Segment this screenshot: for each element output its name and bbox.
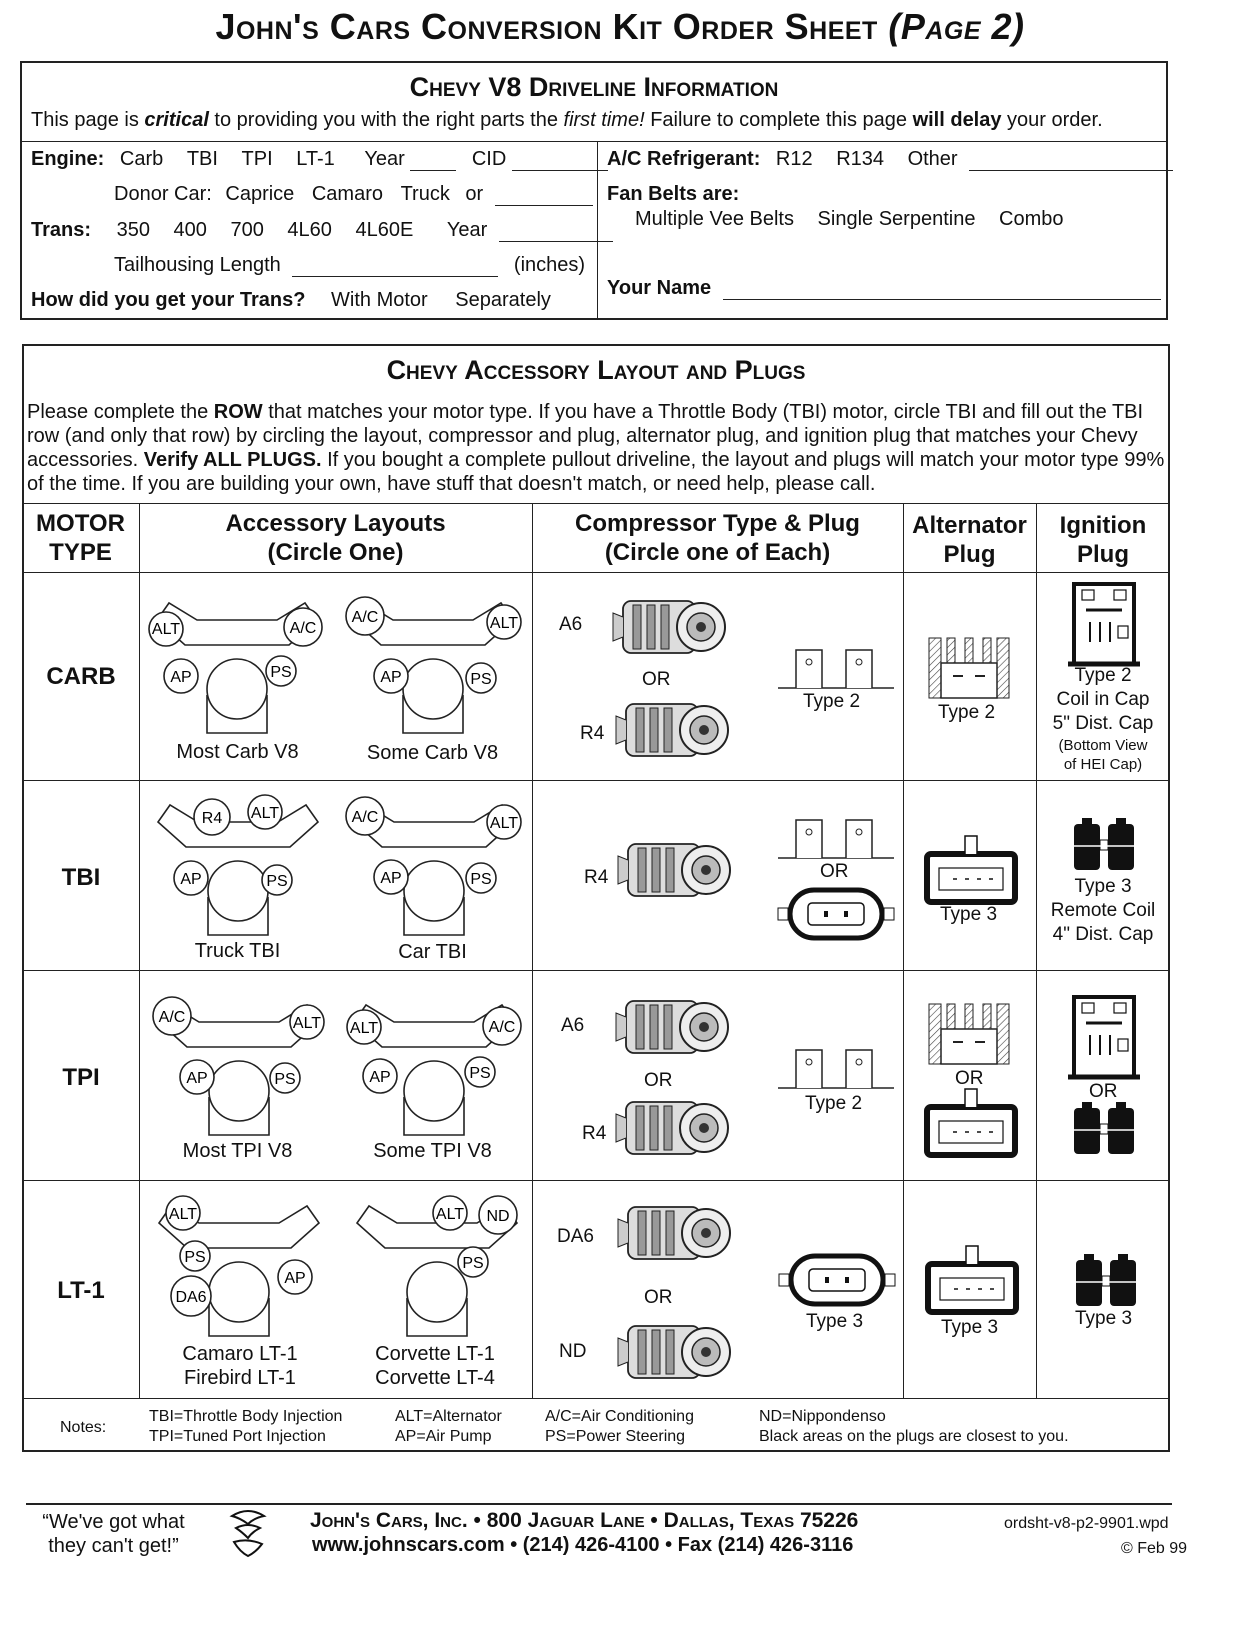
badge-ap: AP [380,870,402,887]
donor-label: Donor Car: [114,183,212,205]
trans-opt-700[interactable]: 700 [230,219,264,241]
label-ign-carb [1036,664,1170,774]
intro-text: that matches your motor type. If you have a Throttle Body (TBI) motor, circle TBI and fill out the TBI row (and only that row) by circling the layout, compressor and plug, alternator plug, and ignition plug that matches your Chevy accessories. [27,401,1144,471]
donor-opt-truck[interactable]: Truck [400,183,450,205]
label-or-lt1: OR [644,1287,673,1308]
label-or-tbi: OR [820,861,849,882]
driveline-title: Chevy V8 Driveline Information [409,72,779,102]
trans-opt-400[interactable]: 400 [173,219,207,241]
label-alt-or-tpi: OR [955,1068,984,1089]
caption-most-carb: Most Carb V8 [176,741,299,763]
badge-ps: PS [462,1255,484,1272]
header-line: MOTOR [36,510,125,537]
badge-alt: ALT [168,1206,198,1223]
motor-lt1[interactable]: LT-1 [57,1277,105,1304]
notes-label: Notes: [60,1419,107,1436]
badge-alt: ALT [292,1015,322,1032]
engine-opt-tbi[interactable]: TBI [186,148,218,170]
how-label: How did you get your Trans? [31,289,306,311]
intro-text: your order. [1001,109,1103,131]
intro-text: Failure to complete this page [644,109,913,131]
label-alt-lt1: Type 3 [941,1317,999,1338]
badge-alt: ALT [489,815,519,832]
badge-ps: PS [270,664,292,681]
caption-line: Corvette LT-1 [375,1343,495,1365]
badge-ap: AP [284,1270,306,1287]
header-line: Accessory Layouts [225,510,446,537]
footer-contact: www.johnscars.com • (214) 426-4100 • Fax (214) 426-3116 [312,1534,854,1556]
badge-nd: ND [486,1208,510,1225]
label-nd-lt1: ND [559,1341,587,1362]
badge-ac: A/C [158,1009,186,1026]
motor-carb[interactable]: CARB [46,663,116,690]
caption-line: Firebird LT-1 [184,1367,296,1389]
header-line: TYPE [49,539,112,566]
cid-label: CID [471,148,507,170]
label-r4-tbi: R4 [584,867,609,888]
badge-da6: DA6 [175,1289,207,1306]
badge-ac: A/C [351,609,379,626]
label-or-tpi: OR [644,1070,673,1091]
header-line: Ignition [1059,512,1147,539]
caption-camaro-lt1 [150,1342,330,1390]
ac-opt-r134[interactable]: R134 [836,148,884,170]
header-line: Plug [943,541,996,568]
badge-ap: AP [369,1069,391,1086]
caption-line: Camaro LT-1 [182,1343,298,1365]
label-ign-tbi [1036,875,1170,947]
badge-alt: ALT [435,1206,465,1223]
badge-alt: ALT [151,621,181,638]
intro-text: If you bought a complete pullout driveline, the layout and plugs will match your motor type 99% of the time. If you are building your own, have stuff that doesn't match, or need help, please call. [27,449,1165,495]
trans-year-label: Year [446,219,488,241]
fan-opt-vee[interactable]: Multiple Vee Belts [635,208,794,230]
how-opt-with-motor[interactable]: With Motor [331,289,428,311]
motor-tbi[interactable]: TBI [61,864,101,891]
trans-opt-4l60[interactable]: 4L60 [287,219,332,241]
label-plug-carb: Type 2 [803,691,861,712]
trans-opt-350[interactable]: 350 [116,219,150,241]
fan-opt-serpentine[interactable]: Single Serpentine [817,208,976,230]
footer-rule [26,1503,1172,1505]
engine-opt-lt1[interactable]: LT-1 [296,148,335,170]
fan-opt-combo[interactable]: Combo [999,208,1064,230]
donor-opt-or: or [465,183,484,205]
engine-opt-tpi[interactable]: TPI [241,148,273,170]
notes-col-2 [395,1407,502,1447]
badge-ap: AP [380,669,402,686]
note-line: TBI=Throttle Body Injection [149,1408,343,1425]
label-plug-tpi: Type 2 [805,1093,863,1114]
ac-opt-r12[interactable]: R12 [775,148,813,170]
badge-ps: PS [266,873,288,890]
intro-verify: Verify ALL PLUGS. [143,449,322,471]
intro-text: This page is [31,109,145,131]
engine-year-label: Year [364,148,405,170]
caption-some-tpi: Some TPI V8 [373,1140,492,1162]
label-plug-lt1: Type 3 [806,1311,864,1332]
header-line: Plug [1077,541,1129,568]
intro-text: to providing you with the right parts the [208,109,564,131]
accessory-title: Chevy Accessory Layout and Plugs [386,355,806,385]
badge-alt: ALT [349,1020,379,1037]
badge-ac: A/C [488,1019,516,1036]
label-r4-tpi: R4 [582,1123,607,1144]
intro-text: Please complete the [27,401,214,423]
caption-corvette-lt1 [345,1342,525,1390]
donor-opt-caprice[interactable]: Caprice [225,183,295,205]
caption-some-carb: Some Carb V8 [366,742,499,764]
donor-opt-camaro[interactable]: Camaro [311,183,383,205]
badge-alt: ALT [489,615,519,632]
label-da6-lt1: DA6 [557,1226,594,1247]
header-line: (Circle One) [267,539,404,566]
slogan-line: “We've got what [42,1511,185,1533]
ign-line: of HEI Cap) [1063,756,1143,773]
badge-ac: A/C [351,809,379,826]
tail-unit: (inches) [513,254,586,276]
badge-ps: PS [469,1065,491,1082]
badge-ap: AP [186,1070,208,1087]
intro-will-delay: will delay [912,109,1002,131]
title-main: John's Cars Conversion Kit Order Sheet [215,6,878,47]
label-ign-lt1: Type 3 [1075,1308,1133,1329]
note-line: ND=Nippondenso [759,1408,886,1425]
caption-most-tpi: Most TPI V8 [182,1140,293,1162]
ign-line: 4" Dist. Cap [1052,924,1154,945]
label-or-carb: OR [642,669,671,690]
engine-opt-carb[interactable]: Carb [119,148,164,170]
jaguar-logo-icon [226,1508,270,1560]
caption-car-tbi: Car TBI [398,941,467,963]
header-line: Alternator [912,512,1027,539]
note-line: Black areas on the plugs are closest to you. [759,1428,1069,1445]
tail-label: Tailhousing Length [114,254,281,276]
note-line: TPI=Tuned Port Injection [149,1428,326,1445]
how-opt-separately[interactable]: Separately [455,289,551,311]
label-r4-carb: R4 [580,723,605,744]
badge-r4: R4 [201,810,223,827]
ign-line: 5" Dist. Cap [1052,713,1154,734]
label-alt-carb: Type 2 [938,702,996,723]
note-line: A/C=Air Conditioning [545,1408,694,1425]
badge-alt: ALT [250,805,280,822]
title-page: (Page 2) [888,6,1025,47]
header-line: (Circle one of Each) [604,539,831,566]
notes-col-4 [759,1407,1069,1447]
ign-line: (Bottom View [1058,737,1148,754]
trans-label: Trans: [31,219,92,241]
notes-col-1 [149,1407,342,1447]
trans-opt-4l60e[interactable]: 4L60E [355,219,414,241]
ign-line: Coil in Cap [1056,689,1150,710]
note-line: ALT=Alternator [395,1408,502,1425]
ign-line: Remote Coil [1050,900,1156,921]
note-line: AP=Air Pump [395,1428,492,1445]
intro-first-time: first time! [563,109,645,131]
ign-line: Type 2 [1074,665,1132,686]
ac-label: A/C Refrigerant: [607,148,761,170]
badge-ps: PS [184,1249,206,1266]
label-ign-or-tpi: OR [1089,1081,1118,1102]
header-line: Compressor Type & Plug [575,510,860,537]
notes-col-3 [545,1407,694,1447]
caption-truck-tbi: Truck TBI [194,940,281,962]
intro-row: ROW [213,401,263,423]
name-label: Your Name [607,277,712,299]
caption-line: Corvette LT-4 [375,1367,495,1389]
badge-ap: AP [170,669,192,686]
footer-date: © Feb 99 [1121,1540,1188,1557]
footer-file: ordsht-v8-p2-9901.wpd [1004,1515,1169,1532]
label-a6-tpi: A6 [561,1015,585,1036]
label-a6-carb: A6 [559,614,583,635]
footer-company: John's Cars, Inc. • 800 Jaguar Lane • Dallas, Texas 75226 [310,1509,859,1532]
badge-ac: A/C [289,620,317,637]
fan-label: Fan Belts are: [607,183,740,205]
intro-critical: critical [144,109,209,131]
footer-slogan [26,1510,201,1558]
label-alt-tbi: Type 3 [940,904,998,925]
engine-label: Engine: [31,148,105,170]
badge-ps: PS [274,1071,296,1088]
badge-ps: PS [470,671,492,688]
ac-opt-other[interactable]: Other [907,148,958,170]
badge-ap: AP [180,871,202,888]
motor-tpi[interactable]: TPI [62,1064,100,1091]
ign-line: Type 3 [1074,876,1132,897]
slogan-line: they can't get!” [48,1535,179,1557]
note-line: PS=Power Steering [545,1428,686,1445]
badge-ps: PS [470,871,492,888]
